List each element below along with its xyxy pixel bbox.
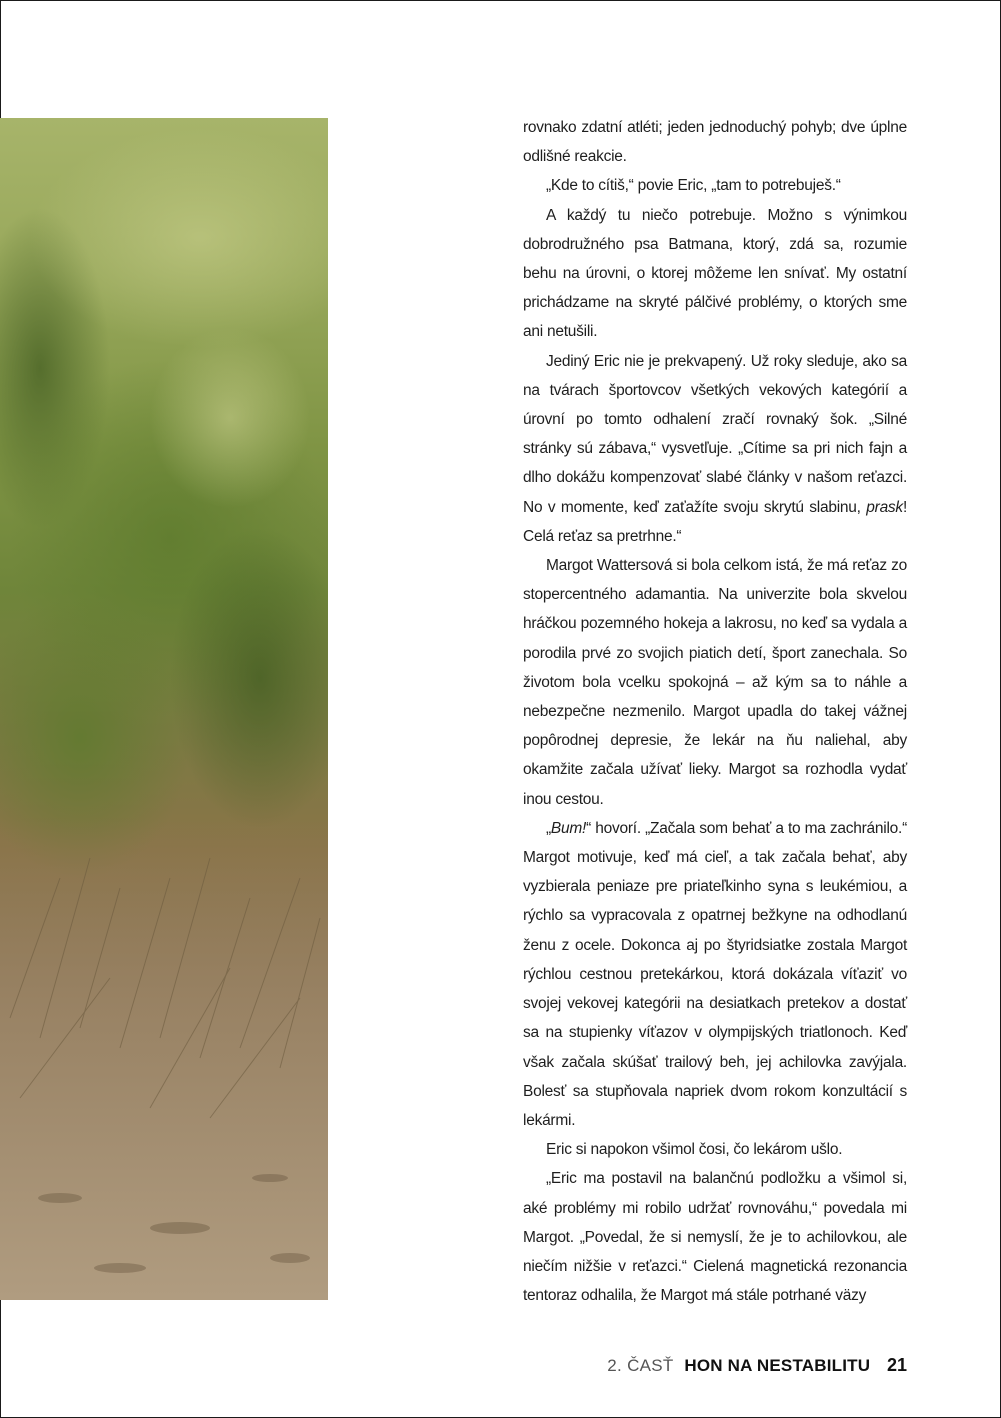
paragraph-text: „ [546, 819, 551, 837]
footer-part-label: 2. ČASŤ [607, 1356, 674, 1375]
paragraph-text: Jediný Eric nie je prekvapený. Už roky sleduje, ako sa na tvárach športovcov všetkých vekových kategórií a úrovní po tomto odhalení zračí rovnaký šok. „Silné stránky sú zábava,“ vysvetľuje. „Cítime sa pri nich fajn a dlho dokážu kompenzovať slabé články v našom reťazci. No v momente, keď zaťažíte svoju skrytú slabinu, [523, 352, 907, 516]
running-footer [607, 1352, 907, 1379]
paragraph-text: “ hovorí. „Začala som behať a to ma zachránilo.“ Margot motivuje, keď má cieľ, a tak začala behať, aby vyzbierala peniaze pre priateľkinho syna s leukémiou, a rýchlo sa vypracovala z opatrnej bežkyne na odhodlanú ženu z ocele. Dokonca aj po štyridsiatke zostala Margot rýchlou cestnou pretekárkou, ktorá dokázala víťaziť vo svojej vekovej kategórii na desiatkach pretekov a dostať sa na stupienky víťazov v olympijských triatlonoch. Keď však začala skúšať trailový beh, jej achilovka zavýjala. Bolesť sa stupňovala napriek dvom rokom konzultácií s lekármi. [523, 819, 907, 1129]
italic-text: prask [866, 498, 903, 516]
body-paragraph [523, 347, 907, 551]
paragraph-text: „Eric ma postavil na balančnú podložku a všimol si, aké problémy mi robilo udržať rovnováhu,“ povedala mi Margot. „Povedal, že si nemyslí, že je to achilovkou, ale niečím nižšie v reťazci.“ Cielená magnetická rezonancia tentoraz odhalila, že Margot má stále potrhané väzy [523, 1170, 907, 1305]
paragraph-text: Eric si napokon všimol čosi, čo lekárom ušlo. [546, 1141, 843, 1159]
footer-section-title: HON NA NESTABILITU [684, 1356, 871, 1375]
body-paragraph [523, 201, 907, 347]
body-paragraph [523, 551, 907, 814]
body-paragraph [523, 814, 907, 1135]
body-paragraph [523, 171, 907, 200]
italic-text: Bum! [550, 819, 587, 837]
paragraph-text: rovnako zdatní atléti; jeden jednoduchý pohyb; dve úplne odlišné reakcie. [523, 119, 907, 166]
paragraph-text: Margot Wattersová si bola celkom istá, že má reťaz zo stopercentného adamantia. Na univerzite bola skvelou hráčkou pozemného hokeja a lakrosu, no keď sa vydala a porodila prvé zo svojich piatich detí, šport zanechala. So životom bola vcelku spokojná – až kým sa to náhle a nebezpečne nezmenilo. Margot upadla do takej vážnej popôrodnej depresie, že lekár na ňu naliehal, aby okamžite začala užívať lieky. Margot sa rozhodla vydať inou cestou. [523, 557, 907, 808]
body-paragraph [523, 1164, 907, 1310]
paragraph-text: ! Celá reťaz sa pretrhne.“ [523, 498, 907, 545]
body-paragraph [523, 1135, 907, 1164]
grass-field-photo [0, 118, 328, 1300]
paragraph-text: „Kde to cítiš,“ povie Eric, „tam to potrebuješ.“ [546, 177, 841, 195]
page-number: 21 [886, 1355, 907, 1375]
paragraph-text: A každý tu niečo potrebuje. Možno s výnimkou dobrodružného psa Batmana, ktorý, zdá sa, rozumie behu na úrovni, o ktorej môžeme len snívať. My ostatní prichádzame na skryté pálčivé problémy, o ktorých sme ani netušili. [523, 206, 907, 341]
body-text [523, 113, 907, 1310]
body-paragraph [523, 113, 907, 171]
